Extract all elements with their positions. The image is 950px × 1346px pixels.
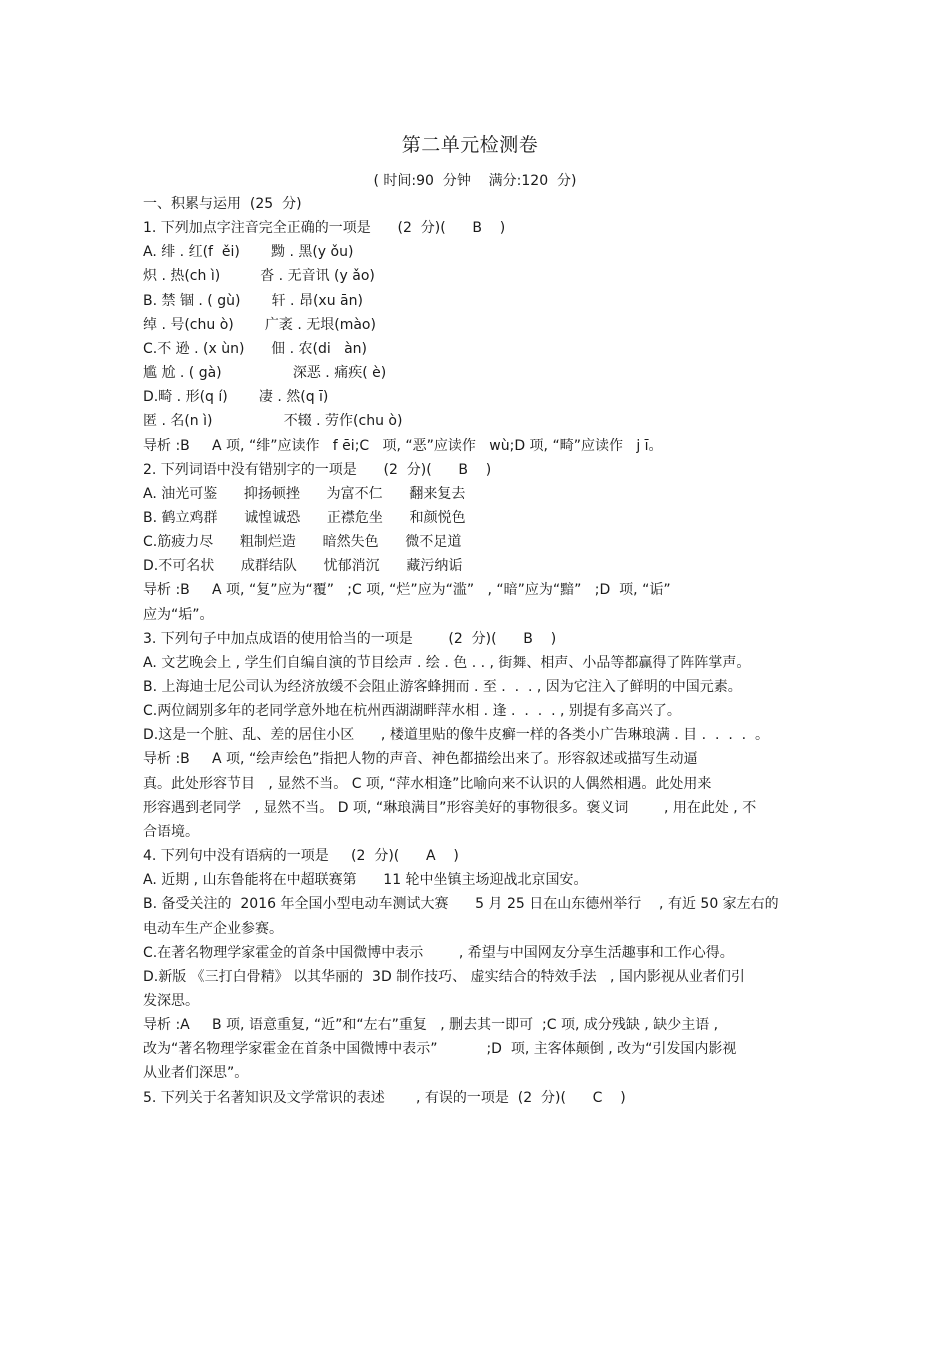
text-line: 导析 :B A 项, “复”应为“覆” ;C 项, “烂”应为“滥” , “暗”应为“黯” ;D 项, “诟” — [143, 582, 671, 599]
text-line: 1. 下列加点字注音完全正确的一项是 (2 分)( B ) — [143, 220, 506, 237]
text-line: 5. 下列关于名著知识及文学常识的表述 , 有误的一项是 (2 分)( C ) — [143, 1089, 626, 1106]
text-line: 绰 . 号(chu ò) 广袤 . 无垠(mào) — [143, 316, 376, 333]
text-line: 炽 . 热(ch ì) 沓 . 无音讯 (y ǎo) — [143, 268, 375, 285]
text-line: A. 绯 . 红(f ěi) 黝 . 黑(y ǒu) — [143, 244, 354, 261]
text-line: C.筋疲力尽 粗制烂造 暗然失色 微不足道 — [143, 534, 462, 551]
text-line: 改为“著名物理学家霍金在首条中国微博中表示” ;D 项, 主客体颠倒 , 改为“引发国内影视 — [143, 1041, 737, 1058]
text-line: B. 备受关注的 2016 年全国小型电动车测试大赛 5 月 25 日在山东德州举行 , 有近 50 家左右的 — [143, 896, 779, 913]
text-line: 匿 . 名(n ì) 不辍 . 劳作(chu ò) — [143, 413, 403, 430]
text-line: D.新版 《三打白骨精》 以其华丽的 3D 制作技巧、 虚实结合的特效手法 , 国内影视从业者们引 — [143, 968, 745, 985]
text-line: D.这是一个脏、乱、差的居住小区 , 楼道里贴的像牛皮癣一样的各类小广告琳琅满 . 目 . . . . 。 — [143, 727, 770, 744]
text-line: B. 鹤立鸡群 诚惶诚恐 正襟危坐 和颜悦色 — [143, 509, 466, 526]
text-line: 4. 下列句中没有语病的一项是 (2 分)( A ) — [143, 848, 459, 865]
text-line: D.畸 . 形(q í) 凄 . 然(q ī) — [143, 389, 329, 406]
exam-info: ( 时间:90 分钟 满分:120 分) — [373, 173, 577, 189]
text-line: B. 上海迪士尼公司认为经济放缓不会阻止游客蜂拥而 . 至 . . . , 因为它注入了鲜明的中国元素。 — [143, 679, 742, 695]
text-line: A. 油光可鉴 抑扬顿挫 为富不仁 翻来复去 — [143, 485, 466, 502]
text-line: 真。此处形容节目 , 显然不当。 C 项, “萍水相逢”比喻向来不认识的人偶然相遇。此处用来 — [143, 775, 712, 792]
text-line: 发深思。 — [143, 992, 199, 1009]
text-line: C.不 逊 . (x ùn) 佃 . 农(di àn) — [143, 340, 367, 357]
text-line: 导析 :B A 项, “绘声绘色”指把人物的声音、神色都描绘出来了。形容叙述或描写生动逼 — [143, 751, 698, 768]
text-line: 电动车生产企业参赛。 — [143, 920, 283, 937]
text-line: 2. 下列词语中没有错别字的一项是 (2 分)( B ) — [143, 461, 492, 478]
text-line: C.两位阔别多年的老同学意外地在杭州西湖湖畔萍水相 . 逢 . . . . , 别提有多高兴了。 — [143, 703, 681, 720]
text-line: C.在著名物理学家霍金的首条中国微博中表示 , 希望与中国网友分享生活趣事和工作心得。 — [143, 944, 734, 961]
text-line: 3. 下列句子中加点成语的使用恰当的一项是 (2 分)( B ) — [143, 630, 557, 647]
text-line: 尴 尬 . ( gà) 深恶 . 痛疾( è) — [143, 365, 387, 382]
text-line: 形容遇到老同学 , 显然不当。 D 项, “琳琅满目”形容美好的事物很多。褒义词 , 用在此处 , 不 — [143, 799, 757, 816]
page-title: 第二单元检测卷 — [401, 134, 539, 156]
text-line: 应为“垢”。 — [143, 606, 214, 623]
text-line: B. 禁 锢 . ( gù) 轩 . 昂(xu ān) — [143, 292, 363, 309]
text-line: A. 近期 , 山东鲁能将在中超联赛第 11 轮中坐镇主场迎战北京国安。 — [143, 872, 588, 889]
text-line: 从业者们深思”。 — [143, 1065, 249, 1082]
text-line: 导析 :B A 项, “绯”应读作 f ēi;C 项, “恶”应读作 wù;D 项, “畸”应读作 j ī。 — [143, 437, 663, 454]
text-line: 一、积累与运用 (25 分) — [143, 196, 302, 212]
text-line: 合语境。 — [143, 823, 199, 840]
text-line: 导析 :A B 项, 语意重复, “近”和“左右”重复 , 删去其一即可 ;C 项, 成分残缺 , 缺少主语 , — [143, 1017, 719, 1034]
text-line: A. 文艺晚会上 , 学生们自编自演的节目绘声 . 绘 . 色 . . , 街舞、相声、小品等都赢得了阵阵掌声。 — [143, 654, 751, 671]
text-line: D.不可名状 成群结队 忧郁消沉 藏污纳诟 — [143, 558, 463, 575]
